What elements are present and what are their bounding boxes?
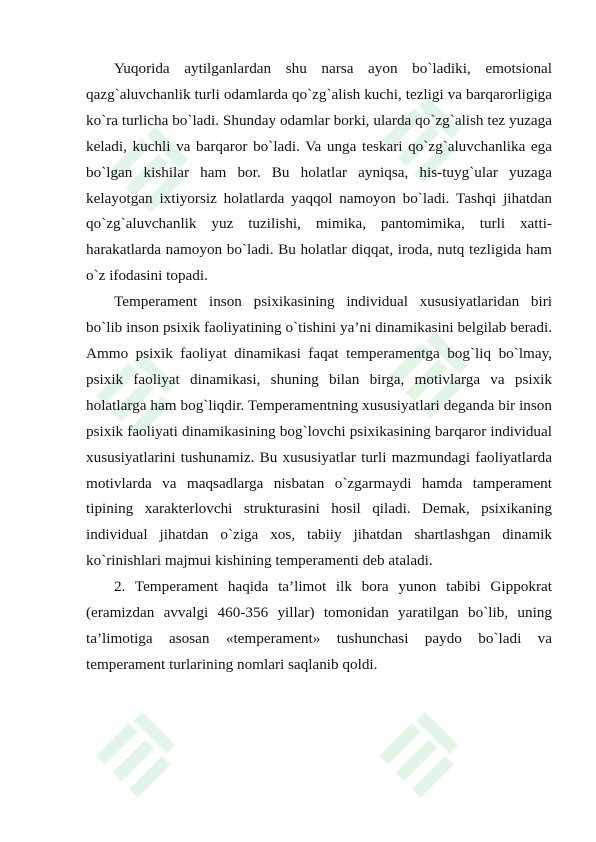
paragraph: Yuqorida aytilganlardan shu narsa ayon bo`ladiki, emotsional qazg`aluvchanlik turli odamlarda qo`zg`alish kuchi, tezligi va barqarorligiga ko`ra turlicha bo`ladi. Shunday odamlar borki, ularda qo`zg`alish tez yuzaga keladi, kuchli va barqaror bo`ladi. Va unga teskari qo`zg`aluvchanlika ega bo`lgan kishilar ham bor. Bu holatlar ayniqsa, his-tuyg`ular yuzaga kelayotgan ixtiyorsiz holatlarda yaqqol namoyon bo`ladi. Tashqi jihatdan qo`zg`aluvchanlik yuz tuzilishi, mimika, pantomimika, turli xatti-harakatlarda namoyon bo`ladi. Bu holatlar diqqat, iroda, nutq tezligida ham o`z ifodasini topadi. xyxy=(86,60,552,285)
watermark-logo-icon xyxy=(368,690,478,800)
paragraph: Temperament inson psixikasining individual xususiyatlaridan biri bo`lib inson psixik faoliyatining o`tishini ya’ni dinamikasini belgilab beradi. Ammo psixik faoliyat dinamikasi faqat temperamentga bog`liq bo`lmay, psixik faoliyat dinamikasi, shuning bilan birga, motivlarga va psixik holatlarga ham bog`liqdir. Temperamentning xususiyatlari deganda bir inson psixik faoliyati dinamikasining bog`lovchi psixikasining barqaror individual xususiyatlarini tushunamiz. Bu xususiyatlar turli mazmundagi faoliyatlarda motivlarda va maqsadlarga nisbatan o`zgarmaydi hamda tamperament tipining xarakterlovchi strukturasini hosil qiladi. Demak, psixikaning individual jihatdan o`ziga xos, tabiiy jihatdan shartlashgan dinamik ko`rinishlari majmui kishining temperamenti deb ataladi. xyxy=(86,293,552,570)
watermark-logo-icon xyxy=(85,690,195,800)
document-body xyxy=(86,56,552,678)
paragraph: 2. Temperament haqida ta’limot ilk bora yunon tabibi Gippokrat (eramizdan avvalgi 460-356 yillar) tomonidan yaratilgan bo`lib, uning ta’limotiga asosan «temperament» tushunchasi paydo bo`ladi va temperament turlarining nomlari saqlanib qoldi. xyxy=(86,578,552,673)
